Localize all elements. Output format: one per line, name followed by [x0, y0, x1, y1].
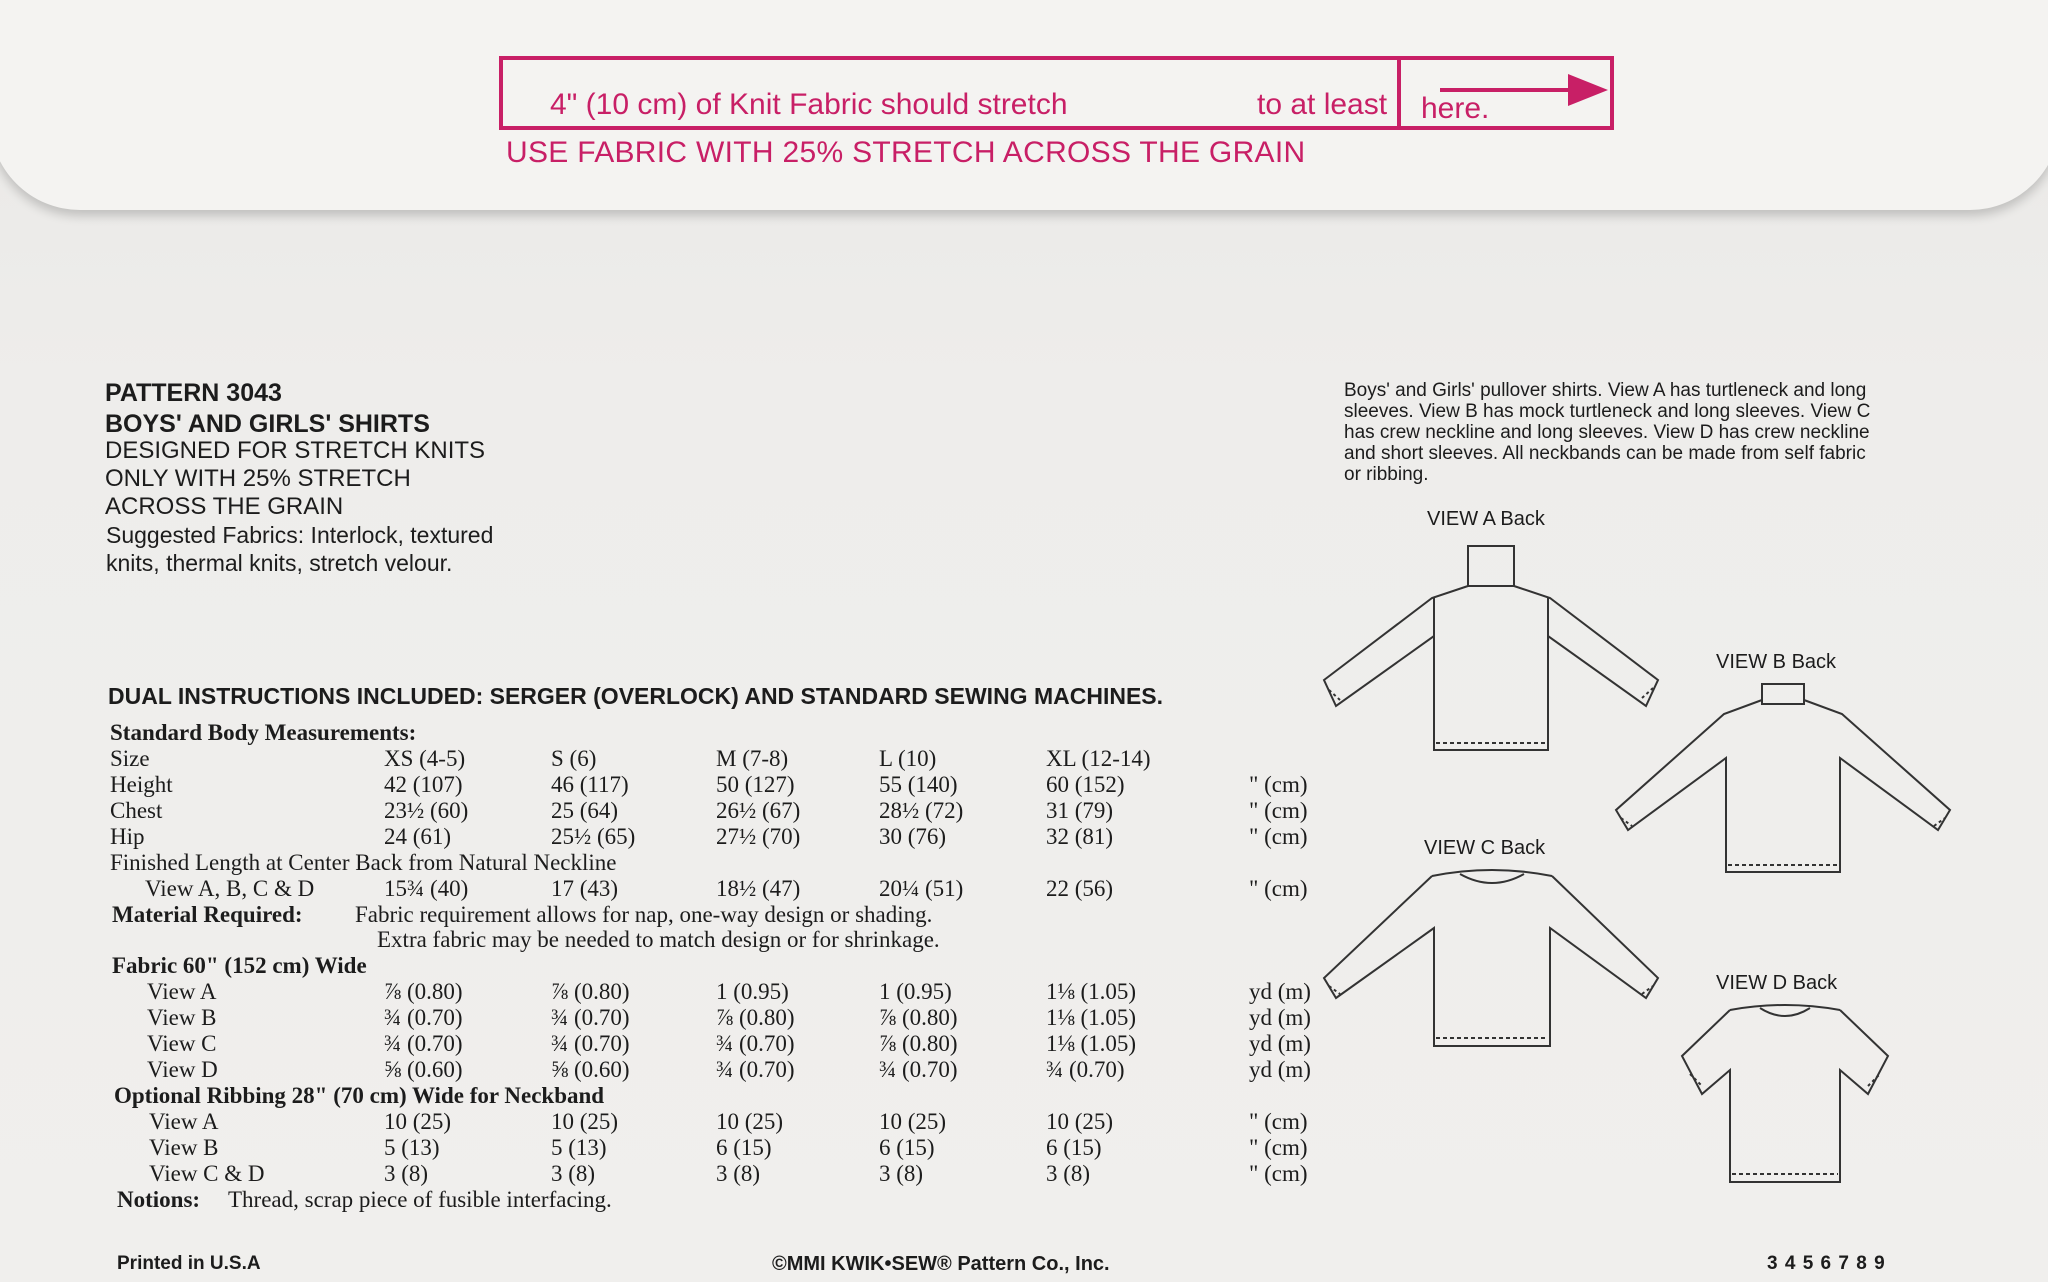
notions-label: Notions:	[117, 1187, 201, 1212]
body-measurements-heading: Standard Body Measurements:	[110, 720, 417, 745]
table-cell: 10 (25)	[384, 1109, 452, 1134]
table-cell: 30 (76)	[879, 824, 947, 849]
unit-label: " (cm)	[1249, 824, 1308, 849]
table-cell: ⅝ (0.60)	[384, 1057, 463, 1082]
notions-text: Thread, scrap piece of fusible interfacing.	[228, 1187, 612, 1212]
dual-instructions: DUAL INSTRUCTIONS INCLUDED: SERGER (OVERLOCK) AND STANDARD SEWING MACHINES.	[108, 683, 1164, 709]
view-c-label: VIEW C Back	[1424, 837, 1546, 859]
table-cell: 26½ (67)	[716, 798, 801, 823]
ribbing-view-a-label: View A	[149, 1109, 219, 1134]
view-c-shirt-illustration	[1322, 866, 1662, 1051]
view-b-shirt-illustration	[1614, 680, 1954, 880]
table-cell: 42 (107)	[384, 772, 463, 797]
designed-line: ONLY WITH 25% STRETCH	[105, 465, 411, 492]
table-cell: 5 (13)	[384, 1135, 440, 1160]
table-cell: ¾ (0.70)	[551, 1031, 630, 1056]
pattern-number: PATTERN 3043	[105, 379, 282, 407]
table-cell: 15¾ (40)	[384, 876, 469, 901]
table-cell: ⅞ (0.80)	[716, 1005, 795, 1030]
ribbing-heading: Optional Ribbing 28" (70 cm) Wide for Neckband	[114, 1083, 605, 1108]
table-cell: 27½ (70)	[716, 824, 801, 849]
stretch-gauge-target-text: to at least	[1257, 88, 1388, 121]
unit-label: " (cm)	[1249, 1135, 1308, 1160]
grain-stretch-note: USE FABRIC WITH 25% STRETCH ACROSS THE GRAIN	[506, 136, 1306, 169]
table-cell: ¾ (0.70)	[551, 1005, 630, 1030]
table-cell: 10 (25)	[716, 1109, 784, 1134]
print-code: 3 4 5 6 7 8 9	[1767, 1253, 1886, 1274]
fabric-view-c-label: View C	[147, 1031, 217, 1056]
suggested-fabrics	[106, 521, 493, 577]
material-required-text: Fabric requirement allows for nap, one-way design or shading.	[355, 902, 933, 927]
designed-line: ACROSS THE GRAIN	[105, 493, 344, 520]
table-cell: 10 (25)	[1046, 1109, 1114, 1134]
table-cell: XS (4-5)	[384, 746, 466, 771]
fabric-view-b-label: View B	[147, 1005, 217, 1030]
table-cell: 3 (8)	[1046, 1161, 1091, 1186]
table-cell: 3 (8)	[716, 1161, 761, 1186]
table-cell: S (6)	[551, 746, 597, 771]
table-cell: ¾ (0.70)	[1046, 1057, 1125, 1082]
table-cell: 6 (15)	[1046, 1135, 1102, 1160]
fabric-view-a-label: View A	[147, 979, 217, 1004]
garment-description	[1344, 380, 1934, 485]
view-a-shirt-illustration	[1322, 540, 1662, 762]
view-d-shirt-illustration	[1680, 1004, 1890, 1188]
table-cell: 25½ (65)	[551, 824, 636, 849]
designed-line: DESIGNED FOR STRETCH KNITS	[105, 437, 486, 464]
table-cell: ⅝ (0.60)	[551, 1057, 630, 1082]
table-cell: 31 (79)	[1046, 798, 1114, 823]
chest-label: Chest	[110, 798, 163, 823]
table-cell: 10 (25)	[879, 1109, 947, 1134]
table-cell: 23½ (60)	[384, 798, 469, 823]
table-cell: 32 (81)	[1046, 824, 1114, 849]
unit-label: yd (m)	[1249, 1057, 1311, 1082]
fabric-width-heading: Fabric 60" (152 cm) Wide	[112, 953, 367, 978]
unit-label: " (cm)	[1249, 1161, 1308, 1186]
unit-label: " (cm)	[1249, 1109, 1308, 1134]
table-cell: 3 (8)	[384, 1161, 429, 1186]
table-cell: L (10)	[879, 746, 937, 771]
table-cell: 28½ (72)	[879, 798, 964, 823]
height-label: Height	[110, 772, 173, 797]
unit-label: " (cm)	[1249, 772, 1308, 797]
stretch-gauge-here-text: here.	[1421, 92, 1490, 125]
material-required-label: Material Required:	[112, 902, 303, 927]
view-b-label: VIEW B Back	[1716, 651, 1837, 673]
fabric-view-d-label: View D	[147, 1057, 218, 1082]
material-required-text-2: Extra fabric may be needed to match design or for shrinkage.	[377, 927, 940, 952]
printed-in: Printed in U.S.A	[117, 1253, 261, 1274]
fabrics-line: knits, thermal knits, stretch velour.	[106, 550, 453, 576]
view-a-label: VIEW A Back	[1427, 508, 1545, 530]
table-cell: 60 (152)	[1046, 772, 1125, 797]
description-line: Boys' and Girls' pullover shirts. View A has turtleneck and long	[1344, 380, 1867, 401]
arrow-right-icon	[1440, 70, 1615, 110]
table-cell: 10 (25)	[551, 1109, 619, 1134]
table-cell: 1⅛ (1.05)	[1046, 1005, 1137, 1030]
table-cell: ⅞ (0.80)	[879, 1005, 958, 1030]
description-line: and short sleeves. All neckbands can be made from self fabric	[1344, 443, 1866, 464]
description-line: or ribbing.	[1344, 464, 1429, 485]
finished-length-heading: Finished Length at Center Back from Natural Neckline	[110, 850, 617, 875]
table-cell: 20¼ (51)	[879, 876, 964, 901]
table-cell: M (7-8)	[716, 746, 789, 771]
unit-label: " (cm)	[1249, 876, 1308, 901]
pattern-title: BOYS' AND GIRLS' SHIRTS	[105, 410, 430, 438]
stretch-gauge-text: 4" (10 cm) of Knit Fabric should stretch	[550, 88, 1068, 121]
unit-label: " (cm)	[1249, 798, 1308, 823]
table-cell: 24 (61)	[384, 824, 452, 849]
unit-label: yd (m)	[1249, 1005, 1311, 1030]
table-cell: ⅞ (0.80)	[879, 1031, 958, 1056]
table-cell: 46 (117)	[551, 772, 629, 797]
table-cell: 50 (127)	[716, 772, 795, 797]
table-cell: 5 (13)	[551, 1135, 607, 1160]
finished-length-label: View A, B, C & D	[145, 876, 315, 901]
table-cell: 6 (15)	[716, 1135, 772, 1160]
pattern-header	[105, 378, 430, 440]
designed-for-text	[105, 437, 485, 521]
table-cell: 3 (8)	[879, 1161, 924, 1186]
table-cell: ¾ (0.70)	[879, 1057, 958, 1082]
table-cell: 22 (56)	[1046, 876, 1114, 901]
copyright: ©MMI KWIK•SEW® Pattern Co., Inc.	[772, 1253, 1110, 1275]
table-cell: 25 (64)	[551, 798, 619, 823]
table-cell: ⅞ (0.80)	[384, 979, 463, 1004]
table-cell: 1 (0.95)	[879, 979, 952, 1004]
table-cell: ¾ (0.70)	[384, 1005, 463, 1030]
table-cell: 1 (0.95)	[716, 979, 789, 1004]
description-line: has crew neckline and long sleeves. View D has crew neckline	[1344, 422, 1870, 443]
view-d-label: VIEW D Back	[1716, 972, 1838, 994]
table-cell: 1⅛ (1.05)	[1046, 979, 1137, 1004]
fabrics-line: Suggested Fabrics: Interlock, textured	[106, 522, 494, 548]
unit-label: yd (m)	[1249, 979, 1311, 1004]
table-cell: 17 (43)	[551, 876, 619, 901]
table-cell: 55 (140)	[879, 772, 958, 797]
ribbing-view-cd-label: View C & D	[149, 1161, 265, 1186]
table-cell: ⅞ (0.80)	[551, 979, 630, 1004]
size-label: Size	[110, 746, 150, 771]
stretch-gauge-divider	[1397, 56, 1401, 130]
ribbing-view-b-label: View B	[149, 1135, 219, 1160]
unit-label: yd (m)	[1249, 1031, 1311, 1056]
table-cell: 3 (8)	[551, 1161, 596, 1186]
description-line: sleeves. View B has mock turtleneck and long sleeves. View C	[1344, 401, 1871, 422]
table-cell: XL (12-14)	[1046, 746, 1151, 771]
hip-label: Hip	[110, 824, 145, 849]
table-cell: ¾ (0.70)	[384, 1031, 463, 1056]
table-cell: 6 (15)	[879, 1135, 935, 1160]
table-cell: ¾ (0.70)	[716, 1057, 795, 1082]
table-cell: ¾ (0.70)	[716, 1031, 795, 1056]
table-cell: 1⅛ (1.05)	[1046, 1031, 1137, 1056]
table-cell: 18½ (47)	[716, 876, 801, 901]
